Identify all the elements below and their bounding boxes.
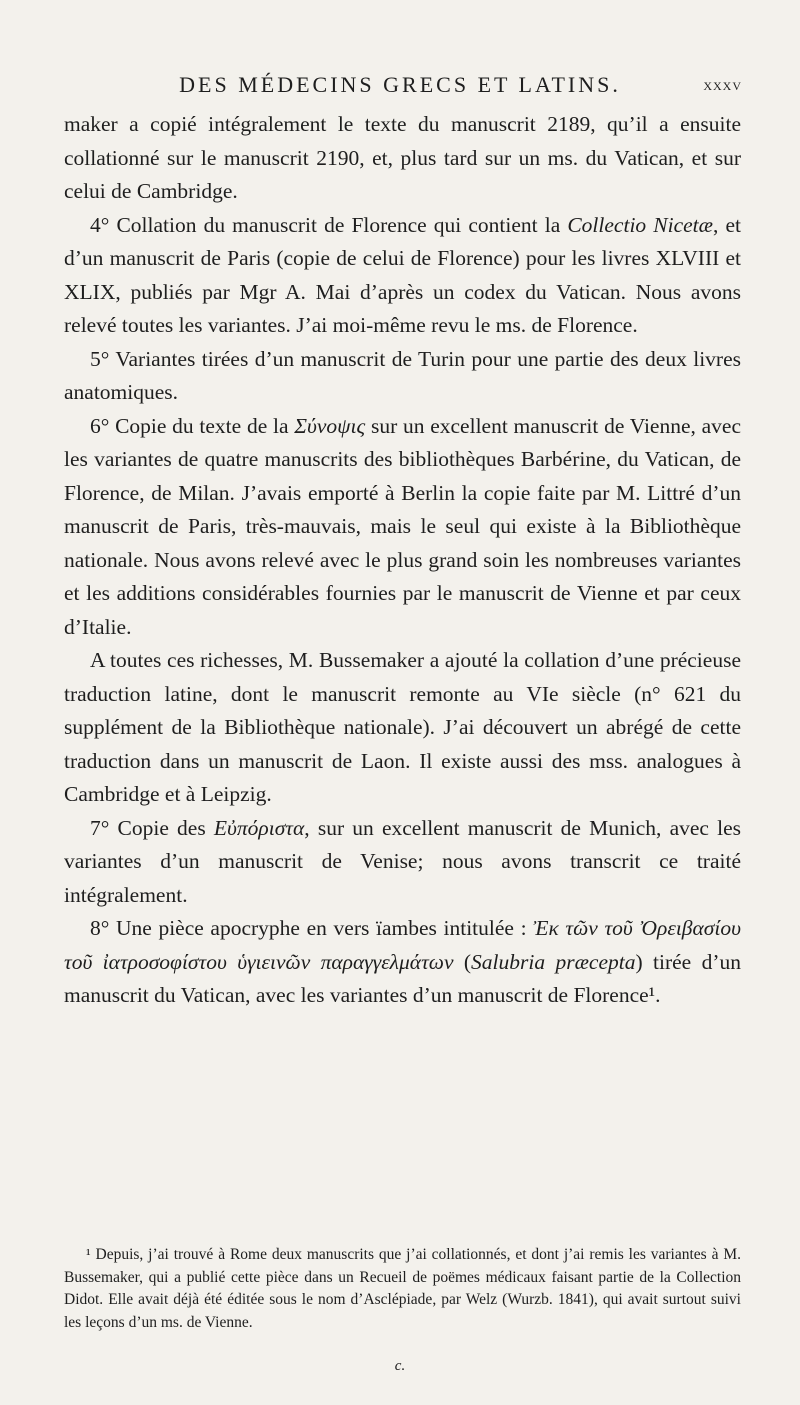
- text-run: ) tirée d’un manuscrit du Vatican, avec les variantes d’un manuscrit de Florence¹.: [64, 949, 741, 1007]
- italic-text: Σύνοψις: [294, 413, 366, 438]
- text-run: (: [453, 949, 472, 974]
- signature-mark: c.: [394, 1358, 406, 1374]
- paragraph: [64, 812, 741, 913]
- text-run: 4° Collation du manuscrit de Florence qui contient la: [90, 212, 568, 237]
- paragraph: [64, 108, 741, 209]
- italic-text: Collectio Nicetæ: [567, 212, 713, 237]
- paragraph: [64, 644, 741, 812]
- page-header: [0, 72, 800, 102]
- footnotes: [64, 1244, 741, 1334]
- text-run: 8° Une pièce apocryphe en vers ïambes intitulée :: [90, 916, 534, 940]
- page-number: xxxv: [703, 75, 742, 94]
- italic-text: Salubria præcepta: [471, 949, 636, 974]
- text-run: 6° Copie du texte de la: [90, 413, 295, 438]
- text-run: , sur un excellent manuscrit de Munich, avec les variantes d’un manuscrit de Venise; nous avons transcrit ce traité intégralement.: [64, 815, 741, 907]
- italic-text: Ἐκ τῶν τοῦ Ὀρειβασίου τοῦ ἰατροσοφίστου ὑγιεινῶν παραγγελμάτων: [64, 916, 741, 974]
- paragraph: [64, 410, 741, 645]
- footnote-1: ¹ Depuis, j’ai trouvé à Rome deux manuscrits que j’ai collationnés, et dont j’ai remis les variantes à M. Bussemaker, qui a publié cette pièce dans un Recueil de poëmes médicaux faisant partie de la Collection Didot. Elle avait déjà été éditée sous le nom d’Asclépiade, par Welz (Wurzb. 1841), qui avait surtout suivi les leçons d’un ms. de Vienne.: [64, 1246, 741, 1331]
- paragraph: [64, 343, 741, 410]
- text-run: , et d’un manuscrit de Paris (copie de celui de Florence) pour les livres XLVIII et XLIX, publiés par Mgr A. Mai d’après un codex du Vatican. Nous avons relevé toutes les variantes. J’ai moi-même revu le ms. de Florence.: [64, 212, 741, 337]
- running-title: DES MÉDECINS GRECS ET LATINS.: [179, 72, 621, 97]
- text-run: sur un excellent manuscrit de Vienne, avec les variantes de quatre manuscrits des bibliothèques Barbérine, du Vatican, de Florence, de Milan. J’avais emporté à Berlin la copie faite par M. Littré d’un manuscrit de Paris, très-mauvais, mais le seul qui existe à la Bibliothèque nationale. Nous avons relevé avec le plus grand soin les nombreuses variantes et les additions considérables fournies par le manuscrit de Vienne et par ceux d’Italie.: [64, 413, 742, 639]
- text-run: maker a copié intégralement le texte du manuscrit 2189, qu’il a ensuite collationné sur le manuscrit 2190, et, plus tard sur un ms. du Vatican, et sur celui de Cambridge.: [64, 112, 741, 203]
- text-run: 7° Copie des: [90, 815, 214, 840]
- text-run: 5° Variantes tirées d’un manuscrit de Turin pour une partie des deux livres anatomiques.: [64, 346, 741, 404]
- main-text: [64, 108, 741, 1013]
- text-run: A toutes ces richesses, M. Bussemaker a ajouté la collation d’une précieuse traduction latine, dont le manuscrit remonte au VIe siècle (n° 621 du supplément de la Bibliothèque nationale). J’ai découvert un abrégé de cette traduction dans un manuscrit de Laon. Il existe aussi des mss. analogues à Cambridge et à Leipzig.: [64, 648, 741, 806]
- paragraph: [64, 209, 741, 343]
- paragraph: [64, 912, 741, 1013]
- italic-text: Εὐπόριστα: [213, 815, 305, 840]
